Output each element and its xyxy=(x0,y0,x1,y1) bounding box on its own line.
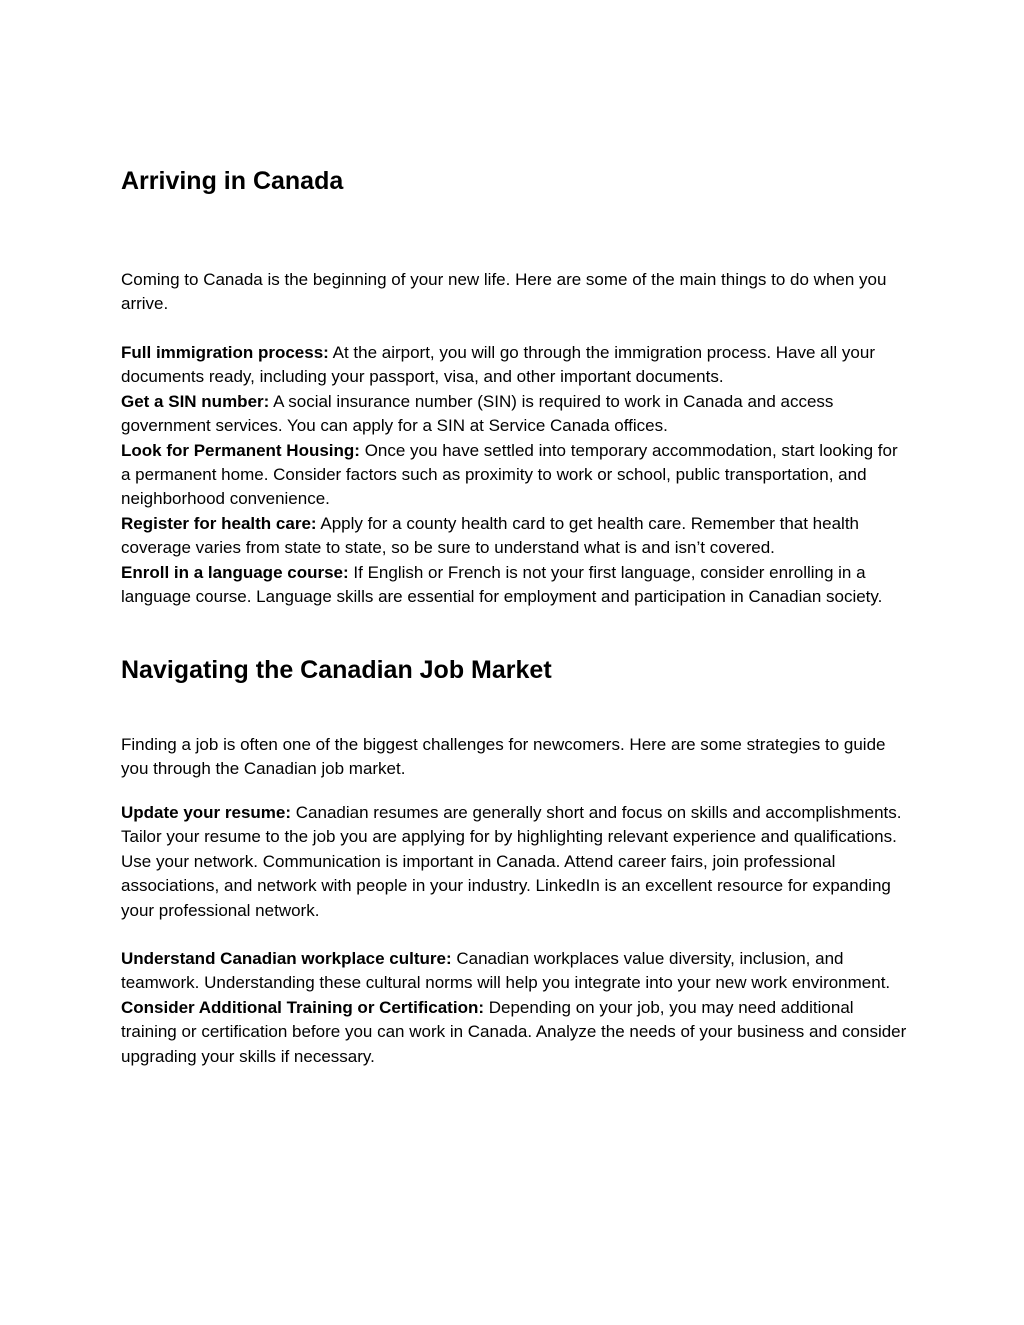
item-label: Enroll in a language course: xyxy=(121,562,349,582)
list-item xyxy=(121,341,907,390)
item-text: Once you have settled into temporary accommodation, start looking for a permanent home. Consider factors such as proximity to work or school, public transportation, and neighborhood convenience. xyxy=(121,440,898,509)
list-item xyxy=(121,561,907,610)
item-label: Update your resume: xyxy=(121,803,292,822)
item-text: At the airport, you will go through the immigration process. Have all your documents ready, including your passport, visa, and other important documents. xyxy=(121,343,875,387)
item-text: A social insurance number (SIN) is required to work in Canada and access government services. You can apply for a SIN at Service Canada offices. xyxy=(121,391,834,436)
item-text: Apply for a county health card to get health care. Remember that health coverage varies from state to state, so be sure to understand what is and isn’t covered. xyxy=(121,513,860,558)
item-text: Canadian resumes are generally short and focus on skills and accomplishments. Tailor your resume to the job you are applying for by highlighting relevant experience and qualifications. Use your network. Communication is important in Canada. Attend career fairs, join professional associations, and network with people in your industry. LinkedIn is an excellent resource for expanding your professional network. xyxy=(121,803,902,920)
arrival-steps-list xyxy=(121,341,907,609)
item-label: Consider Additional Training or Certification: xyxy=(121,997,484,1017)
item-label: Full immigration process: xyxy=(121,343,329,362)
section-heading-job-market: Navigating the Canadian Job Market xyxy=(121,656,552,684)
item-text: Canadian workplaces value diversity, inclusion, and teamwork. Understanding these cultural norms will help you integrate into your new work environment. xyxy=(121,949,891,993)
list-item xyxy=(121,512,907,561)
item-label: Understand Canadian workplace culture: xyxy=(121,949,452,968)
item-label: Look for Permanent Housing: xyxy=(121,440,360,460)
item-text: If English or French is not your first language, consider enrolling in a language course. Language skills are essential for employment and participation in Canadian society. xyxy=(121,562,883,607)
list-item xyxy=(121,390,907,439)
job-market-steps-list xyxy=(121,947,907,1069)
section-intro-job-market: Finding a job is often one of the biggest challenges for newcomers. Here are some strategies to guide you through the Canadian job market. xyxy=(121,735,886,779)
list-item xyxy=(121,996,907,1069)
item-text: Depending on your job, you may need additional training or certification before you can work in Canada. Analyze the needs of your business and consider upgrading your skills if necessary. xyxy=(121,997,907,1066)
item-label: Register for health care: xyxy=(121,513,317,533)
item-label: Get a SIN number: xyxy=(121,391,270,411)
list-item xyxy=(121,801,907,923)
list-item xyxy=(121,439,907,512)
list-item xyxy=(121,947,907,996)
section-intro-arriving: Coming to Canada is the beginning of your new life. Here are some of the main things to do when you arrive. xyxy=(121,270,887,314)
section-heading-arriving: Arriving in Canada xyxy=(121,167,344,195)
